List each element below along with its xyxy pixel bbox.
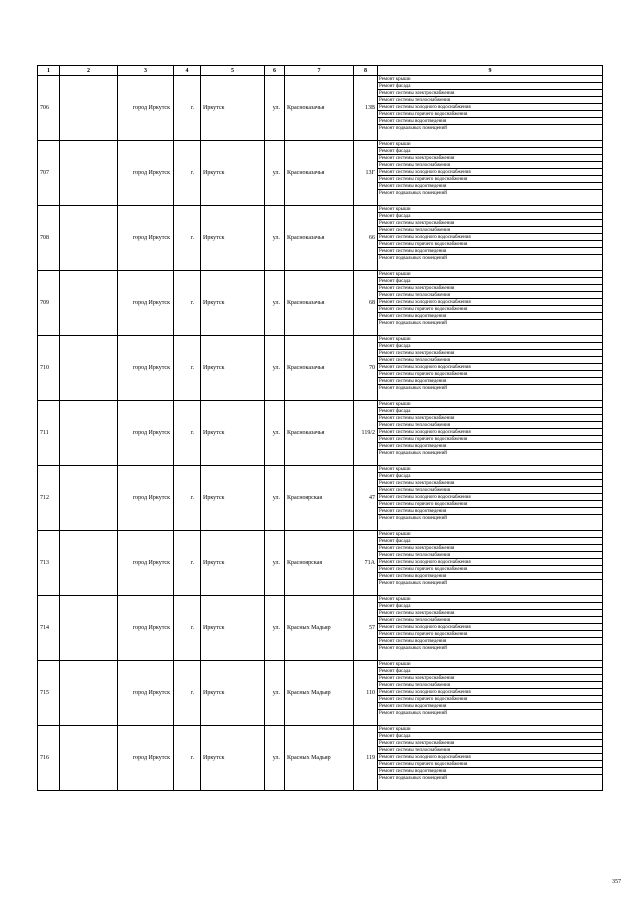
work-item: Ремонт системы горячего водоснабжения — [378, 761, 602, 768]
work-item: Ремонт системы горячего водоснабжения — [378, 306, 602, 313]
row-number: 715 — [38, 661, 60, 726]
row-number: 708 — [38, 206, 60, 271]
work-item: Ремонт системы электроснабжения — [378, 740, 602, 747]
work-item: Ремонт фасада — [378, 473, 602, 480]
street-type-cell: ул. — [265, 206, 285, 271]
work-item: Ремонт системы электроснабжения — [378, 220, 602, 227]
table-row — [38, 661, 603, 726]
settlement-cell: Иркутск — [201, 336, 265, 401]
work-item: Ремонт подвальных помещений — [379, 126, 447, 131]
work-item: Ремонт системы холодного водоснабжения — [378, 689, 602, 696]
work-item: Ремонт фасада — [378, 213, 602, 220]
settlement-cell: Иркутск — [201, 466, 265, 531]
municipality-cell: город Иркутск — [118, 76, 174, 141]
work-item: Ремонт системы теплоснабжения — [378, 747, 602, 754]
work-item: Ремонт подвальных помещений — [379, 321, 447, 326]
row-number: 706 — [38, 76, 60, 141]
work-item: Ремонт системы теплоснабжения — [378, 422, 602, 429]
settlement-cell: Иркутск — [201, 401, 265, 466]
work-item: Ремонт подвальных помещений — [379, 191, 447, 196]
work-item: Ремонт системы электроснабжения — [378, 350, 602, 357]
work-item: Ремонт системы электроснабжения — [378, 675, 602, 682]
settlement-cell: Иркутск — [201, 141, 265, 206]
table-body — [38, 76, 603, 791]
street-cell: Красноказачья — [285, 271, 354, 336]
settlement-cell: Иркутск — [201, 661, 265, 726]
work-item: Ремонт системы электроснабжения — [378, 155, 602, 162]
table-row — [38, 466, 603, 531]
work-item: Ремонт фасада — [378, 278, 602, 285]
table-row — [38, 531, 603, 596]
house-number-cell: 110 — [354, 661, 378, 726]
row-number: 716 — [38, 726, 60, 791]
house-number-cell: 66 — [354, 206, 378, 271]
header-cell: 2 — [60, 66, 118, 76]
street-type-cell: ул. — [265, 76, 285, 141]
work-item: Ремонт системы водоотведения — [378, 703, 602, 710]
street-type-cell: ул. — [265, 726, 285, 791]
row-number: 713 — [38, 531, 60, 596]
row-number: 711 — [38, 401, 60, 466]
street-type-cell: ул. — [265, 661, 285, 726]
work-item: Ремонт системы водоотведения — [378, 508, 602, 515]
work-item: Ремонт системы теплоснабжения — [378, 162, 602, 169]
municipality-cell: город Иркутск — [118, 726, 174, 791]
street-cell: Красноказачья — [285, 336, 354, 401]
street-cell: Красноказачья — [285, 141, 354, 206]
settlement-cell: Иркутск — [201, 271, 265, 336]
work-item: Ремонт системы горячего водоснабжения — [378, 631, 602, 638]
row-number: 710 — [38, 336, 60, 401]
region-cell — [60, 466, 118, 531]
work-item: Ремонт фасада — [378, 83, 602, 90]
region-cell — [60, 531, 118, 596]
work-item: Ремонт подвальных помещений — [379, 711, 447, 716]
work-item: Ремонт крыши — [378, 661, 602, 668]
works-cell — [378, 466, 603, 531]
work-item: Ремонт системы водоотведения — [378, 313, 602, 320]
settlement-cell: Иркутск — [201, 531, 265, 596]
street-type-cell: ул. — [265, 141, 285, 206]
work-item: Ремонт крыши — [378, 336, 602, 343]
row-number: 712 — [38, 466, 60, 531]
work-item: Ремонт подвальных помещений — [379, 776, 447, 781]
work-item: Ремонт системы электроснабжения — [378, 610, 602, 617]
work-item: Ремонт крыши — [378, 141, 602, 148]
work-item: Ремонт системы теплоснабжения — [378, 357, 602, 364]
work-item: Ремонт подвальных помещений — [379, 451, 447, 456]
work-item: Ремонт подвальных помещений — [379, 646, 447, 651]
settlement-cell: Иркутск — [201, 726, 265, 791]
work-item: Ремонт системы водоотведения — [378, 443, 602, 450]
works-cell — [378, 401, 603, 466]
street-cell: Красноказачья — [285, 401, 354, 466]
header-cell: 5 — [201, 66, 265, 76]
street-cell: Красноярская — [285, 466, 354, 531]
house-number-cell: 119/2 — [354, 401, 378, 466]
street-type-cell: ул. — [265, 271, 285, 336]
street-cell: Красноказачья — [285, 76, 354, 141]
region-cell — [60, 401, 118, 466]
work-item: Ремонт крыши — [378, 466, 602, 473]
settlement-type-cell: г. — [174, 141, 201, 206]
work-item: Ремонт системы водоотведения — [378, 183, 602, 190]
region-cell — [60, 596, 118, 661]
works-cell — [378, 76, 603, 141]
region-cell — [60, 206, 118, 271]
work-item: Ремонт крыши — [378, 76, 602, 83]
municipality-cell: город Иркутск — [118, 466, 174, 531]
municipality-cell: город Иркутск — [118, 206, 174, 271]
street-cell: Красноказачья — [285, 206, 354, 271]
region-cell — [60, 661, 118, 726]
table-row — [38, 76, 603, 141]
work-item: Ремонт системы водоотведения — [378, 118, 602, 125]
municipality-cell: город Иркутск — [118, 531, 174, 596]
region-cell — [60, 141, 118, 206]
work-item: Ремонт системы холодного водоснабжения — [378, 494, 602, 501]
region-cell — [60, 271, 118, 336]
table-row — [38, 726, 603, 791]
work-item: Ремонт системы водоотведения — [378, 573, 602, 580]
house-number-cell: 119 — [354, 726, 378, 791]
table-row — [38, 596, 603, 661]
work-item: Ремонт системы теплоснабжения — [378, 682, 602, 689]
table-row — [38, 206, 603, 271]
street-cell: Красноярская — [285, 531, 354, 596]
row-number: 707 — [38, 141, 60, 206]
work-item: Ремонт системы холодного водоснабжения — [378, 104, 602, 111]
work-item: Ремонт крыши — [378, 206, 602, 213]
row-number: 709 — [38, 271, 60, 336]
work-item: Ремонт системы горячего водоснабжения — [378, 371, 602, 378]
work-item: Ремонт крыши — [378, 596, 602, 603]
work-item: Ремонт системы горячего водоснабжения — [378, 111, 602, 118]
work-item: Ремонт фасада — [378, 343, 602, 350]
work-item: Ремонт системы горячего водоснабжения — [378, 241, 602, 248]
header-cell: 4 — [174, 66, 201, 76]
work-item: Ремонт подвальных помещений — [379, 256, 447, 261]
work-item: Ремонт системы водоотведения — [378, 768, 602, 775]
work-item: Ремонт системы холодного водоснабжения — [378, 429, 602, 436]
repair-program-table — [37, 65, 603, 791]
work-item: Ремонт системы холодного водоснабжения — [378, 754, 602, 761]
work-item: Ремонт системы холодного водоснабжения — [378, 624, 602, 631]
work-item: Ремонт фасада — [378, 733, 602, 740]
header-cell: 8 — [354, 66, 378, 76]
work-item: Ремонт подвальных помещений — [379, 386, 447, 391]
street-cell: Красных Мадьяр — [285, 726, 354, 791]
works-cell — [378, 141, 603, 206]
work-item: Ремонт системы холодного водоснабжения — [378, 299, 602, 306]
house-number-cell: 13Г — [354, 141, 378, 206]
work-item: Ремонт системы теплоснабжения — [378, 227, 602, 234]
work-item: Ремонт системы теплоснабжения — [378, 617, 602, 624]
street-type-cell: ул. — [265, 596, 285, 661]
works-cell — [378, 206, 603, 271]
work-item: Ремонт системы холодного водоснабжения — [378, 559, 602, 566]
settlement-type-cell: г. — [174, 661, 201, 726]
settlement-cell: Иркутск — [201, 596, 265, 661]
table-row — [38, 141, 603, 206]
settlement-type-cell: г. — [174, 206, 201, 271]
municipality-cell: город Иркутск — [118, 596, 174, 661]
work-item: Ремонт подвальных помещений — [379, 516, 447, 521]
row-number: 714 — [38, 596, 60, 661]
work-item: Ремонт системы теплоснабжения — [378, 552, 602, 559]
table-row — [38, 271, 603, 336]
settlement-cell: Иркутск — [201, 76, 265, 141]
works-cell — [378, 271, 603, 336]
settlement-type-cell: г. — [174, 336, 201, 401]
street-type-cell: ул. — [265, 531, 285, 596]
work-item: Ремонт фасада — [378, 148, 602, 155]
work-item: Ремонт системы холодного водоснабжения — [378, 364, 602, 371]
work-item: Ремонт системы горячего водоснабжения — [378, 436, 602, 443]
house-number-cell: 13В — [354, 76, 378, 141]
settlement-type-cell: г. — [174, 596, 201, 661]
settlement-cell: Иркутск — [201, 206, 265, 271]
works-cell — [378, 661, 603, 726]
work-item: Ремонт системы горячего водоснабжения — [378, 176, 602, 183]
works-cell — [378, 336, 603, 401]
settlement-type-cell: г. — [174, 466, 201, 531]
work-item: Ремонт фасада — [378, 408, 602, 415]
work-item: Ремонт фасада — [378, 538, 602, 545]
header-cell: 1 — [38, 66, 60, 76]
region-cell — [60, 726, 118, 791]
work-item: Ремонт системы теплоснабжения — [378, 487, 602, 494]
settlement-type-cell: г. — [174, 76, 201, 141]
work-item: Ремонт системы теплоснабжения — [378, 292, 602, 299]
municipality-cell: город Иркутск — [118, 336, 174, 401]
header-cell: 7 — [285, 66, 354, 76]
settlement-type-cell: г. — [174, 271, 201, 336]
street-cell: Красных Мадьяр — [285, 661, 354, 726]
work-item: Ремонт системы холодного водоснабжения — [378, 234, 602, 241]
work-item: Ремонт системы горячего водоснабжения — [378, 501, 602, 508]
municipality-cell: город Иркутск — [118, 141, 174, 206]
header-row — [38, 66, 603, 76]
house-number-cell: 68 — [354, 271, 378, 336]
work-item: Ремонт системы электроснабжения — [378, 285, 602, 292]
page-number: 357 — [612, 879, 621, 885]
header-cell: 6 — [265, 66, 285, 76]
work-item: Ремонт крыши — [378, 531, 602, 538]
street-type-cell: ул. — [265, 401, 285, 466]
work-item: Ремонт крыши — [378, 271, 602, 278]
header-cell: 9 — [378, 66, 603, 76]
municipality-cell: город Иркутск — [118, 661, 174, 726]
settlement-type-cell: г. — [174, 531, 201, 596]
work-item: Ремонт системы электроснабжения — [378, 545, 602, 552]
work-item: Ремонт подвальных помещений — [379, 581, 447, 586]
street-type-cell: ул. — [265, 336, 285, 401]
work-item: Ремонт системы водоотведения — [378, 638, 602, 645]
work-item: Ремонт системы горячего водоснабжения — [378, 566, 602, 573]
work-item: Ремонт системы холодного водоснабжения — [378, 169, 602, 176]
street-cell: Красных Мадьяр — [285, 596, 354, 661]
municipality-cell: город Иркутск — [118, 271, 174, 336]
work-item: Ремонт системы водоотведения — [378, 248, 602, 255]
region-cell — [60, 76, 118, 141]
work-item: Ремонт системы горячего водоснабжения — [378, 696, 602, 703]
work-item: Ремонт крыши — [378, 726, 602, 733]
house-number-cell: 47 — [354, 466, 378, 531]
street-type-cell: ул. — [265, 466, 285, 531]
works-cell — [378, 531, 603, 596]
house-number-cell: 71А — [354, 531, 378, 596]
work-item: Ремонт крыши — [378, 401, 602, 408]
header-cell: 3 — [118, 66, 174, 76]
work-item: Ремонт системы электроснабжения — [378, 480, 602, 487]
house-number-cell: 57 — [354, 596, 378, 661]
settlement-type-cell: г. — [174, 726, 201, 791]
work-item: Ремонт системы теплоснабжения — [378, 97, 602, 104]
work-item: Ремонт фасада — [378, 603, 602, 610]
region-cell — [60, 336, 118, 401]
work-item: Ремонт системы водоотведения — [378, 378, 602, 385]
settlement-type-cell: г. — [174, 401, 201, 466]
house-number-cell: 70 — [354, 336, 378, 401]
work-item: Ремонт системы электроснабжения — [378, 90, 602, 97]
table-row — [38, 401, 603, 466]
table-row — [38, 336, 603, 401]
works-cell — [378, 596, 603, 661]
works-cell — [378, 726, 603, 791]
municipality-cell: город Иркутск — [118, 401, 174, 466]
work-item: Ремонт фасада — [378, 668, 602, 675]
work-item: Ремонт системы электроснабжения — [378, 415, 602, 422]
